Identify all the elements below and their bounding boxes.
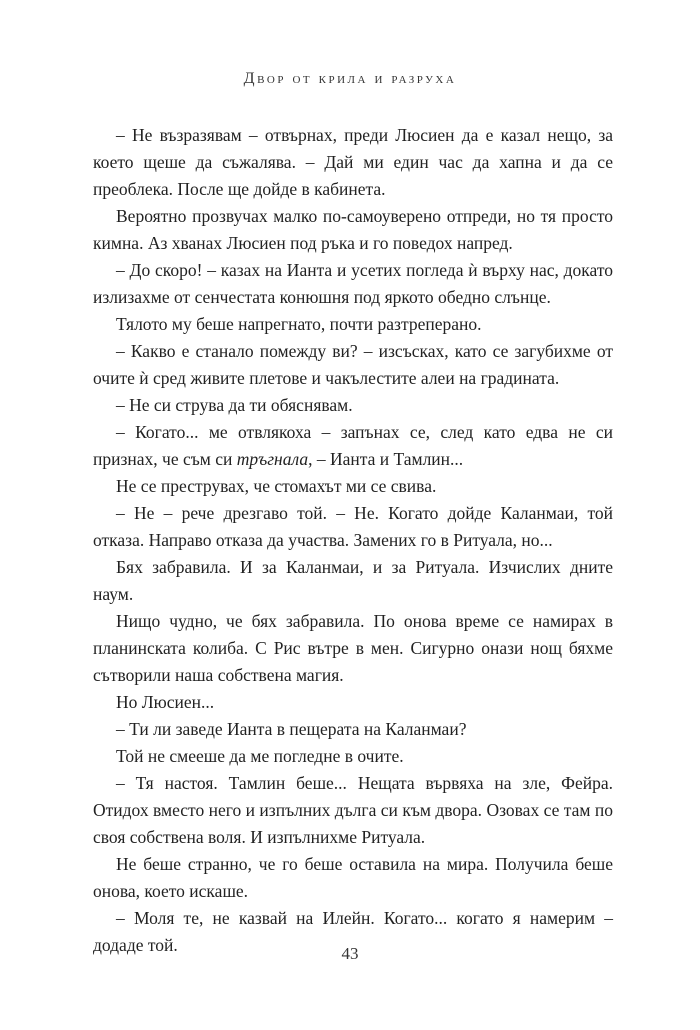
paragraph: – Тя настоя. Тамлин беше... Нещата вървяха на зле, Фейра. Отидох вместо него и изпълних дълга си към двора. Озовах се там по своя собствена воля. И изпълнихме Ритуала. bbox=[93, 773, 613, 847]
paragraph: – Моля те, не казвай на Илейн. Когато... когато я намерим – додаде той. bbox=[93, 908, 613, 955]
paragraph: Тялото му беше напрегнато, почти разтреперано. bbox=[116, 314, 482, 334]
paragraph: Не беше странно, че го беше оставила на мира. Получила беше онова, което искаше. bbox=[93, 854, 613, 901]
paragraph: Не се преструвах, че стомахът ми се свива. bbox=[116, 476, 437, 496]
paragraph: Бях забравила. И за Каланмаи, и за Ритуала. Изчислих дните наум. bbox=[93, 557, 613, 604]
paragraph: Вероятно прозвучах малко по-самоуверено отпреди, но тя просто кимна. Аз хванах Люсиен под ръка и го поведох напред. bbox=[93, 206, 613, 253]
emphasized-word: тръгнала bbox=[236, 449, 309, 469]
page-number: 43 bbox=[341, 944, 359, 963]
paragraph: – Какво е станало помежду ви? – изсъсках, като се загубихме от очите ѝ сред живите плетове и чакълестите алеи на градината. bbox=[93, 341, 613, 388]
paragraph: Но Люсиен... bbox=[116, 692, 215, 712]
paragraph: – Не си струва да ти обяснявам. bbox=[116, 395, 353, 415]
paragraph: – Не възразявам – отвърнах, преди Люсиен да е казал нещо, за което щеше да съжалява. – Дай ми един час да хапна и да се преоблека. После ще дойде в кабинета. bbox=[93, 125, 613, 199]
paragraph: Той не смееше да ме погледне в очите. bbox=[116, 746, 404, 766]
running-header: Двор от крила и разруха bbox=[243, 70, 457, 87]
paragraph: Нищо чудно, че бях забравила. По онова време се намирах в планинската колиба. С Рис вътре в мен. Сигурно онази нощ бяхме сътворили наша собствена магия. bbox=[93, 611, 613, 685]
paragraph: – Когато... ме отвлякоха – запънах се, след като едва не си признах, че съм си тръгнала, – Ианта и Тамлин... bbox=[93, 422, 613, 469]
paragraph: – Ти ли заведе Ианта в пещерата на Каланмаи? bbox=[116, 719, 467, 739]
paragraph: – До скоро! – казах на Ианта и усетих погледа ѝ върху нас, докато излизахме от сенчестата конюшня под яркото обедно слънце. bbox=[93, 260, 613, 307]
body-text bbox=[93, 122, 613, 959]
paragraph: – Не – рече дрезгаво той. – Не. Когато дойде Каланмаи, той отказа. Направо отказа да участва. Замених го в Ритуала, но... bbox=[93, 503, 613, 550]
